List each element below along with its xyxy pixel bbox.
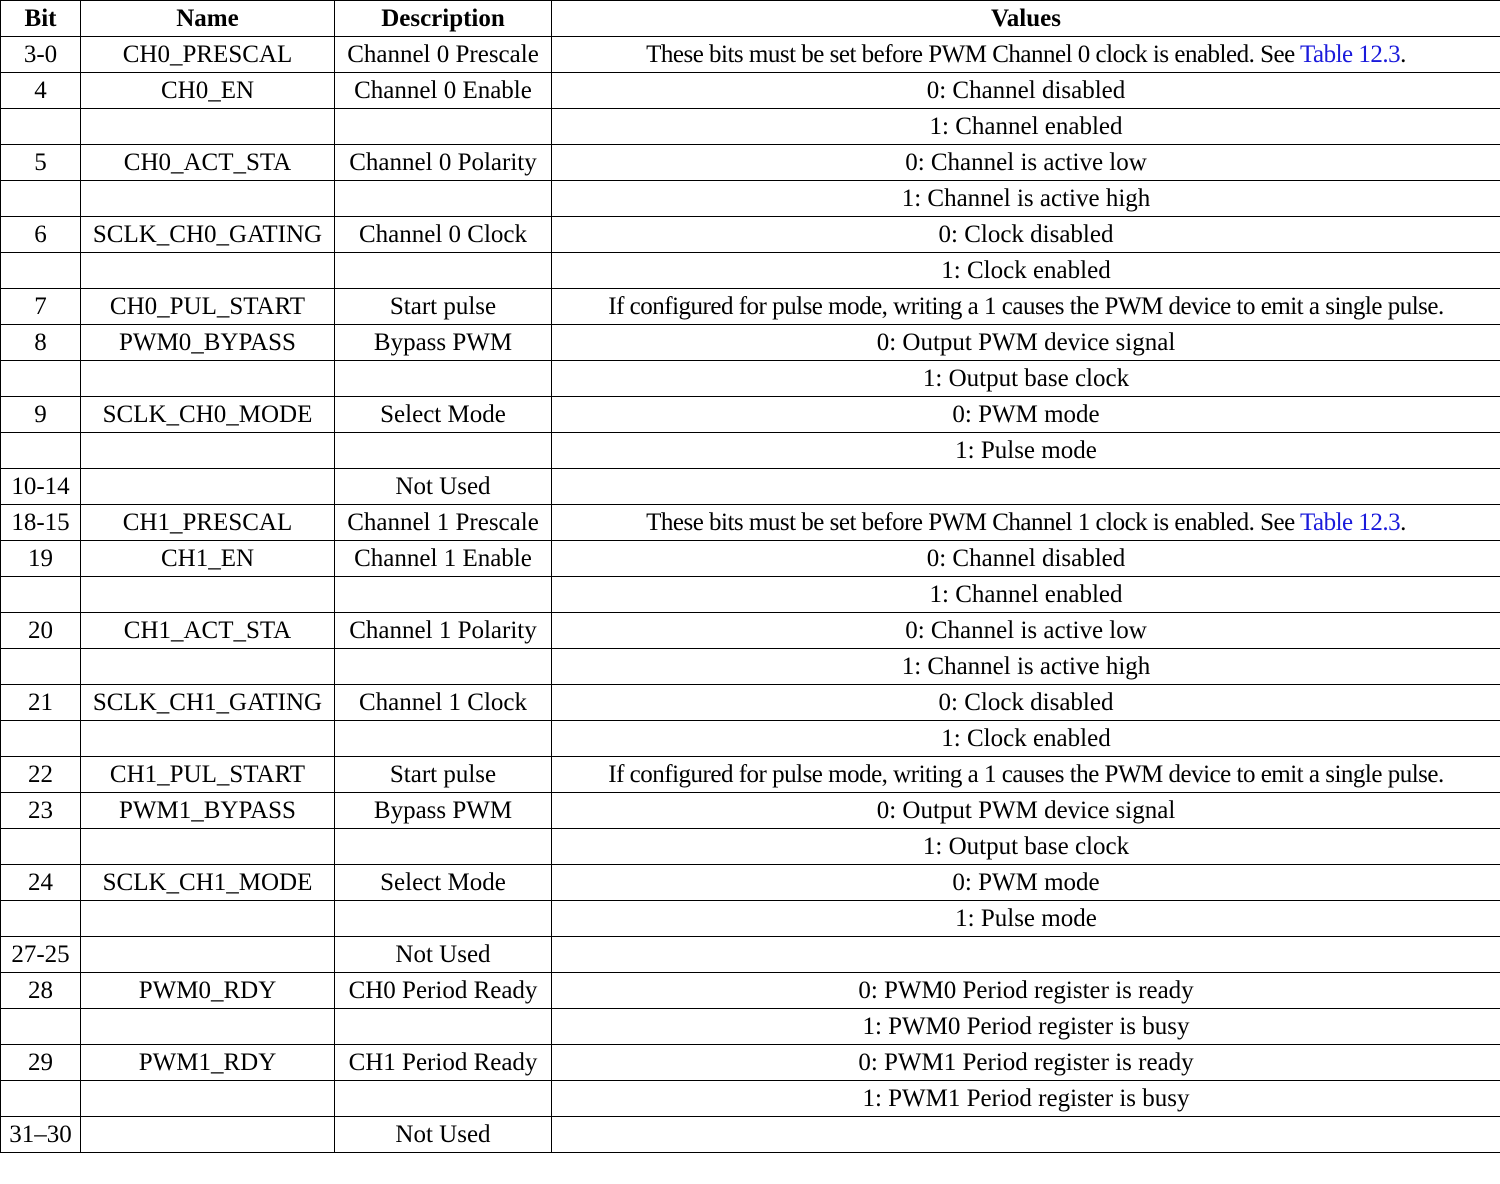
cell-bit: [1, 181, 81, 217]
cell-description: [335, 1009, 552, 1045]
table-row: [1, 469, 1500, 505]
cell-name: [81, 109, 335, 145]
cell-bit: [1, 1009, 81, 1045]
table-header-row: [1, 1, 1500, 37]
cell-bit: 23: [1, 793, 81, 829]
cell-name: SCLK_CH1_GATING: [81, 685, 335, 721]
cell-name: [81, 1009, 335, 1045]
table-row: [1, 865, 1500, 901]
table-row: [1, 829, 1500, 865]
cell-value: 0: PWM mode: [552, 865, 1500, 901]
cell-bit: 18-15: [1, 505, 81, 541]
table-row: [1, 397, 1500, 433]
cell-value: 1: Channel is active high: [552, 649, 1500, 685]
cell-value: 1: Channel is active high: [552, 181, 1500, 217]
table-row: [1, 721, 1500, 757]
table-row: [1, 973, 1500, 1009]
table-row: [1, 181, 1500, 217]
cell-bit: [1, 901, 81, 937]
table-row: [1, 1045, 1500, 1081]
cell-description: Channel 0 Polarity: [335, 145, 552, 181]
table-row: [1, 109, 1500, 145]
table-row: [1, 361, 1500, 397]
cell-value: 0: Clock disabled: [552, 217, 1500, 253]
cell-name: [81, 1117, 335, 1153]
cell-name: [81, 577, 335, 613]
cell-name: [81, 253, 335, 289]
cell-name: [81, 433, 335, 469]
cell-name: [81, 181, 335, 217]
cell-value: 1: Clock enabled: [552, 721, 1500, 757]
table-row: [1, 505, 1500, 541]
table-row: [1, 901, 1500, 937]
cell-description: Not Used: [335, 469, 552, 505]
cell-bit: 8: [1, 325, 81, 361]
value-suffix: .: [1400, 508, 1406, 536]
cell-description: Not Used: [335, 1117, 552, 1153]
table-row: [1, 685, 1500, 721]
cell-value: 1: Clock enabled: [552, 253, 1500, 289]
cell-bit: 19: [1, 541, 81, 577]
cell-bit: [1, 109, 81, 145]
cell-bit: 22: [1, 757, 81, 793]
cell-bit: 6: [1, 217, 81, 253]
cell-description: Channel 0 Enable: [335, 73, 552, 109]
table-row: [1, 145, 1500, 181]
table-row: [1, 289, 1500, 325]
cell-bit: 24: [1, 865, 81, 901]
cell-bit: [1, 721, 81, 757]
cell-value: If configured for pulse mode, writing a 1 causes the PWM device to emit a single pulse.: [552, 289, 1500, 325]
cell-description: CH1 Period Ready: [335, 1045, 552, 1081]
cell-description: Select Mode: [335, 865, 552, 901]
cell-bit: 9: [1, 397, 81, 433]
table-row: [1, 1009, 1500, 1045]
cell-value: 1: Output base clock: [552, 361, 1500, 397]
cell-name: SCLK_CH0_GATING: [81, 217, 335, 253]
cell-name: CH1_ACT_STA: [81, 613, 335, 649]
value-text: These bits must be set before PWM Channel 0 clock is enabled. See: [646, 40, 1300, 68]
cell-description: [335, 829, 552, 865]
cell-bit: 31–30: [1, 1117, 81, 1153]
cell-name: CH1_PUL_START: [81, 757, 335, 793]
cell-description: Start pulse: [335, 757, 552, 793]
cell-bit: [1, 1081, 81, 1117]
header-bit: Bit: [1, 1, 81, 37]
cell-description: Start pulse: [335, 289, 552, 325]
cell-description: Select Mode: [335, 397, 552, 433]
cell-value: 0: Channel is active low: [552, 613, 1500, 649]
cell-name: CH0_PUL_START: [81, 289, 335, 325]
cell-bit: 29: [1, 1045, 81, 1081]
table-row: [1, 325, 1500, 361]
table-row: [1, 541, 1500, 577]
cell-bit: 7: [1, 289, 81, 325]
cell-name: [81, 901, 335, 937]
cell-value: 0: PWM mode: [552, 397, 1500, 433]
cell-name: CH0_PRESCAL: [81, 37, 335, 73]
cell-description: Channel 1 Enable: [335, 541, 552, 577]
cell-name: [81, 1081, 335, 1117]
cell-name: PWM0_RDY: [81, 973, 335, 1009]
cell-name: SCLK_CH1_MODE: [81, 865, 335, 901]
cell-value: 1: PWM0 Period register is busy: [552, 1009, 1500, 1045]
cell-description: Channel 1 Clock: [335, 685, 552, 721]
table-row: [1, 757, 1500, 793]
cell-value: 0: Output PWM device signal: [552, 793, 1500, 829]
cell-description: CH0 Period Ready: [335, 973, 552, 1009]
cell-bit: 27-25: [1, 937, 81, 973]
table-row: [1, 433, 1500, 469]
cell-value: [552, 505, 1500, 541]
cell-name: CH1_EN: [81, 541, 335, 577]
cell-bit: 20: [1, 613, 81, 649]
header-values: Values: [552, 1, 1500, 37]
cell-bit: [1, 433, 81, 469]
cell-value: 0: Clock disabled: [552, 685, 1500, 721]
cell-name: SCLK_CH0_MODE: [81, 397, 335, 433]
value-text: These bits must be set before PWM Channel 1 clock is enabled. See: [646, 508, 1300, 536]
cell-bit: 3-0: [1, 37, 81, 73]
cell-value: 1: Pulse mode: [552, 901, 1500, 937]
cell-value: 0: Channel disabled: [552, 73, 1500, 109]
cell-value: 1: PWM1 Period register is busy: [552, 1081, 1500, 1117]
cell-description: [335, 433, 552, 469]
cell-description: [335, 253, 552, 289]
table-row: [1, 613, 1500, 649]
cell-description: [335, 181, 552, 217]
cell-value: 1: Channel enabled: [552, 577, 1500, 613]
cell-name: [81, 829, 335, 865]
cell-description: Channel 0 Prescale: [335, 37, 552, 73]
cell-name: CH0_ACT_STA: [81, 145, 335, 181]
cell-name: CH1_PRESCAL: [81, 505, 335, 541]
cell-description: [335, 649, 552, 685]
cell-description: Channel 1 Polarity: [335, 613, 552, 649]
cell-value: [552, 1117, 1500, 1153]
cell-description: [335, 721, 552, 757]
value-suffix: .: [1400, 40, 1406, 68]
cell-bit: [1, 649, 81, 685]
table-row: [1, 577, 1500, 613]
cell-name: PWM1_RDY: [81, 1045, 335, 1081]
cell-bit: 5: [1, 145, 81, 181]
cell-value: 0: PWM0 Period register is ready: [552, 973, 1500, 1009]
table-row: [1, 1081, 1500, 1117]
cell-description: Bypass PWM: [335, 793, 552, 829]
cell-name: [81, 361, 335, 397]
cell-description: [335, 901, 552, 937]
cell-bit: [1, 253, 81, 289]
cell-value: 0: Channel disabled: [552, 541, 1500, 577]
cell-value: [552, 37, 1500, 73]
cell-description: [335, 109, 552, 145]
cell-bit: [1, 829, 81, 865]
cell-name: PWM1_BYPASS: [81, 793, 335, 829]
cell-name: PWM0_BYPASS: [81, 325, 335, 361]
table-row: [1, 937, 1500, 973]
cell-bit: [1, 577, 81, 613]
cell-value: 1: Channel enabled: [552, 109, 1500, 145]
cell-bit: 10-14: [1, 469, 81, 505]
table-row: [1, 37, 1500, 73]
table-body: [1, 37, 1500, 1153]
cell-bit: 28: [1, 973, 81, 1009]
table-row: [1, 73, 1500, 109]
cell-description: Not Used: [335, 937, 552, 973]
header-name: Name: [81, 1, 335, 37]
cell-bit: [1, 361, 81, 397]
cell-description: [335, 1081, 552, 1117]
cell-value: If configured for pulse mode, writing a 1 causes the PWM device to emit a single pulse.: [552, 757, 1500, 793]
cell-description: Channel 1 Prescale: [335, 505, 552, 541]
cell-value: [552, 937, 1500, 973]
table-row: [1, 217, 1500, 253]
cell-name: CH0_EN: [81, 73, 335, 109]
cell-value: 0: PWM1 Period register is ready: [552, 1045, 1500, 1081]
cell-description: [335, 577, 552, 613]
header-description: Description: [335, 1, 552, 37]
cell-value: [552, 469, 1500, 505]
cell-value: 0: Channel is active low: [552, 145, 1500, 181]
cell-name: [81, 469, 335, 505]
cell-value: 1: Pulse mode: [552, 433, 1500, 469]
cell-description: Channel 0 Clock: [335, 217, 552, 253]
cell-bit: 21: [1, 685, 81, 721]
cell-bit: 4: [1, 73, 81, 109]
table-reference-link[interactable]: Table 12.3: [1299, 508, 1401, 536]
cell-value: 1: Output base clock: [552, 829, 1500, 865]
table-reference-link[interactable]: Table 12.3: [1299, 40, 1401, 68]
cell-name: [81, 937, 335, 973]
cell-value: 0: Output PWM device signal: [552, 325, 1500, 361]
cell-name: [81, 649, 335, 685]
table-row: [1, 1117, 1500, 1153]
table-row: [1, 649, 1500, 685]
cell-name: [81, 721, 335, 757]
table-row: [1, 253, 1500, 289]
cell-description: [335, 361, 552, 397]
table-row: [1, 793, 1500, 829]
cell-description: Bypass PWM: [335, 325, 552, 361]
